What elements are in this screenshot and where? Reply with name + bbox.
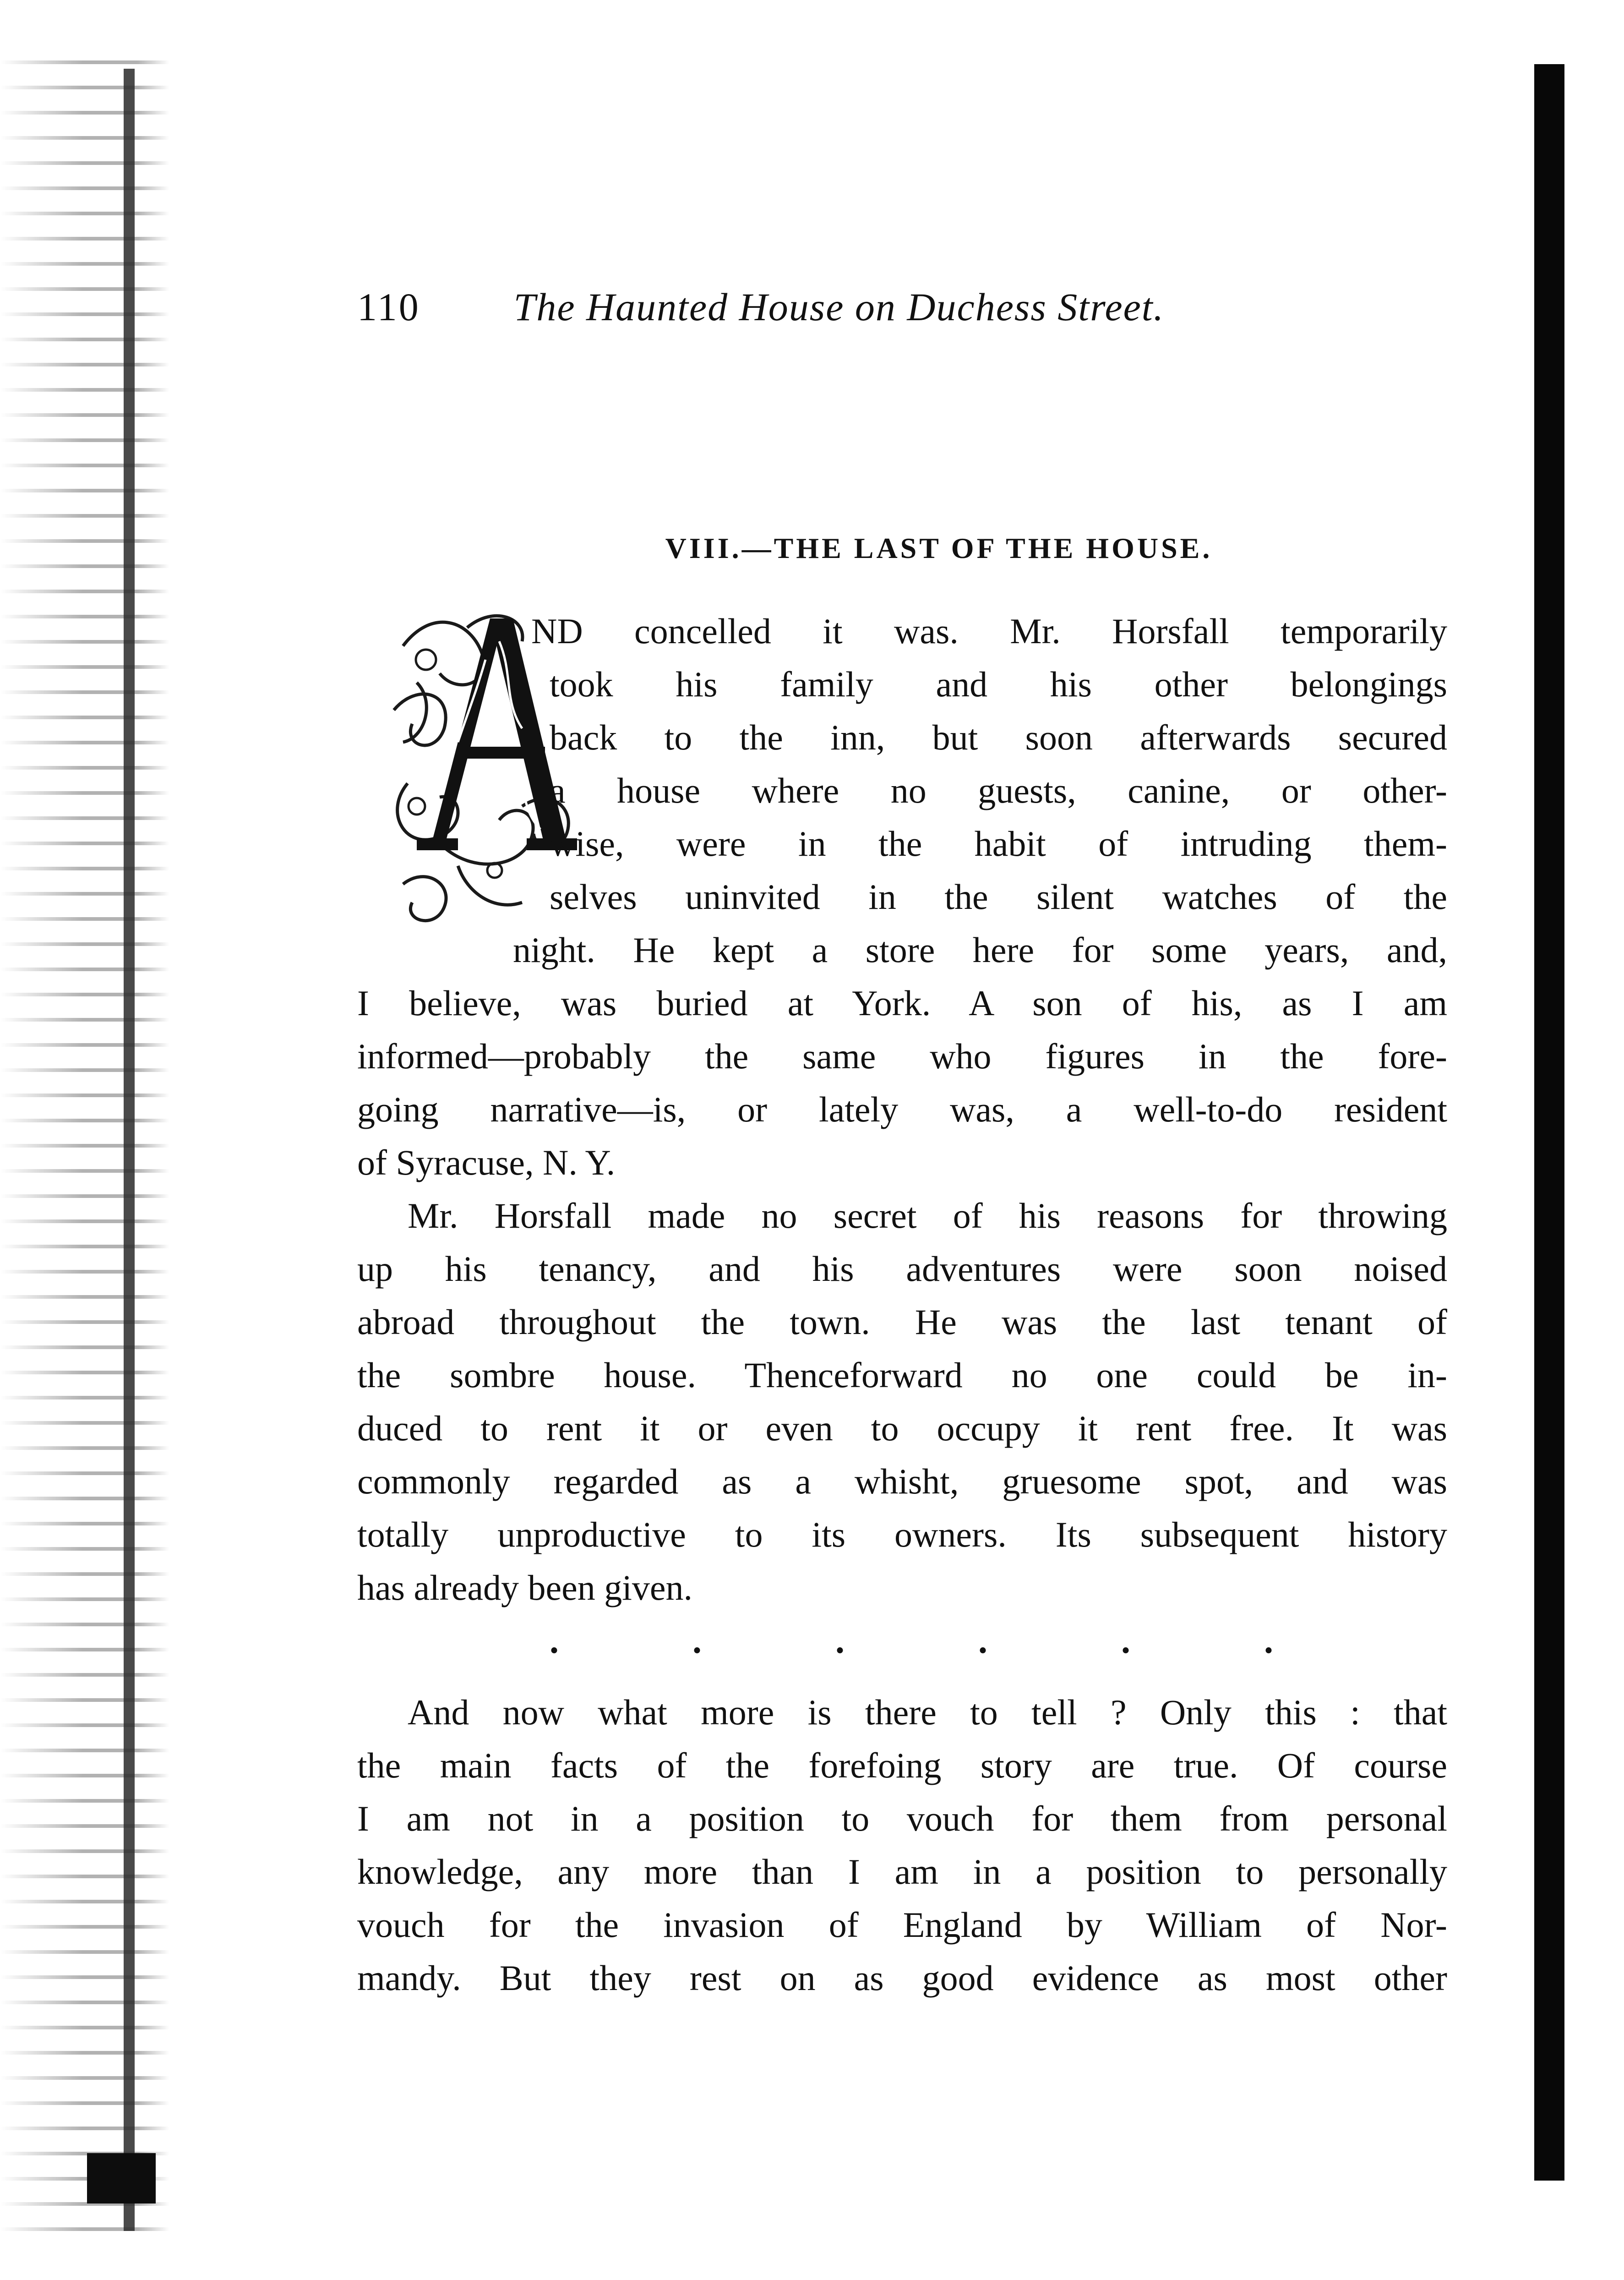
- chapter-heading: VIII.—THE LAST OF THE HOUSE.: [665, 532, 1213, 564]
- running-title: The Haunted House on Duchess Street.: [513, 285, 1165, 329]
- text-line: commonly regarded as a whisht, gruesome spot, and was: [357, 1461, 1447, 1501]
- break-dot: .: [692, 1621, 702, 1661]
- text-line: Mr. Horsfall made no secret of his reasons for throwing: [408, 1196, 1447, 1236]
- break-dot: .: [550, 1621, 559, 1661]
- text-line: And now what more is there to tell ? Only this : that: [408, 1692, 1447, 1732]
- break-dot: .: [1264, 1621, 1273, 1661]
- text-line: knowledge, any more than I am in a position to personally: [357, 1852, 1447, 1892]
- break-dot: .: [1121, 1621, 1130, 1661]
- text-line: has already been given.: [357, 1568, 693, 1607]
- text-line: vouch for the invasion of England by William of Nor-: [357, 1905, 1447, 1945]
- text-line: mandy. But they rest on as good evidence as most other: [357, 1958, 1447, 1998]
- break-dot: .: [978, 1621, 987, 1661]
- text-line: ND concelled it was. Mr. Horsfall temporarily: [531, 611, 1447, 651]
- scan-right-edge: [1534, 64, 1564, 2181]
- text-line: selves uninvited in the silent watches of the: [550, 877, 1447, 917]
- text-line: night. He kept a store here for some years, and,: [513, 930, 1447, 970]
- text-line: going narrative—is, or lately was, a well-to-do resident: [357, 1089, 1447, 1129]
- text-line: wise, were in the habit of intruding them-: [550, 824, 1447, 864]
- text-line: the sombre house. Thenceforward no one could be in-: [357, 1355, 1447, 1395]
- scan-gutter-edge: [124, 69, 135, 2231]
- text-line: abroad throughout the town. He was the last tenant of: [357, 1302, 1447, 1342]
- text-line: totally unproductive to its owners. Its subsequent history: [357, 1515, 1447, 1554]
- text-line: informed—probably the same who figures in the fore-: [357, 1036, 1447, 1076]
- text-line: duced to rent it or even to occupy it rent free. It was: [357, 1408, 1447, 1448]
- section-break: [357, 1614, 1447, 1668]
- page-number: 110: [357, 285, 420, 329]
- body-text: [357, 605, 1447, 2005]
- book-page: [357, 275, 1447, 2016]
- paragraph-gap: [357, 1668, 1447, 1686]
- scan-binding-shadow: [0, 50, 169, 2249]
- text-line: a house where no guests, canine, or other-: [550, 771, 1447, 810]
- running-head: [357, 275, 1447, 339]
- text-line: took his family and his other belongings: [550, 664, 1447, 704]
- break-dot: .: [835, 1621, 845, 1661]
- text-line: the main facts of the forefoing story are true. Of course: [357, 1745, 1447, 1785]
- text-line: I am not in a position to vouch for them from personal: [357, 1799, 1447, 1838]
- text-line: of Syracuse, N. Y.: [357, 1143, 616, 1182]
- scan-corner-mark: [87, 2153, 156, 2203]
- text-line: back to the inn, but soon afterwards secured: [550, 717, 1447, 757]
- text-line: up his tenancy, and his adventures were soon noised: [357, 1249, 1447, 1289]
- text-line: I believe, was buried at York. A son of his, as I am: [357, 983, 1447, 1023]
